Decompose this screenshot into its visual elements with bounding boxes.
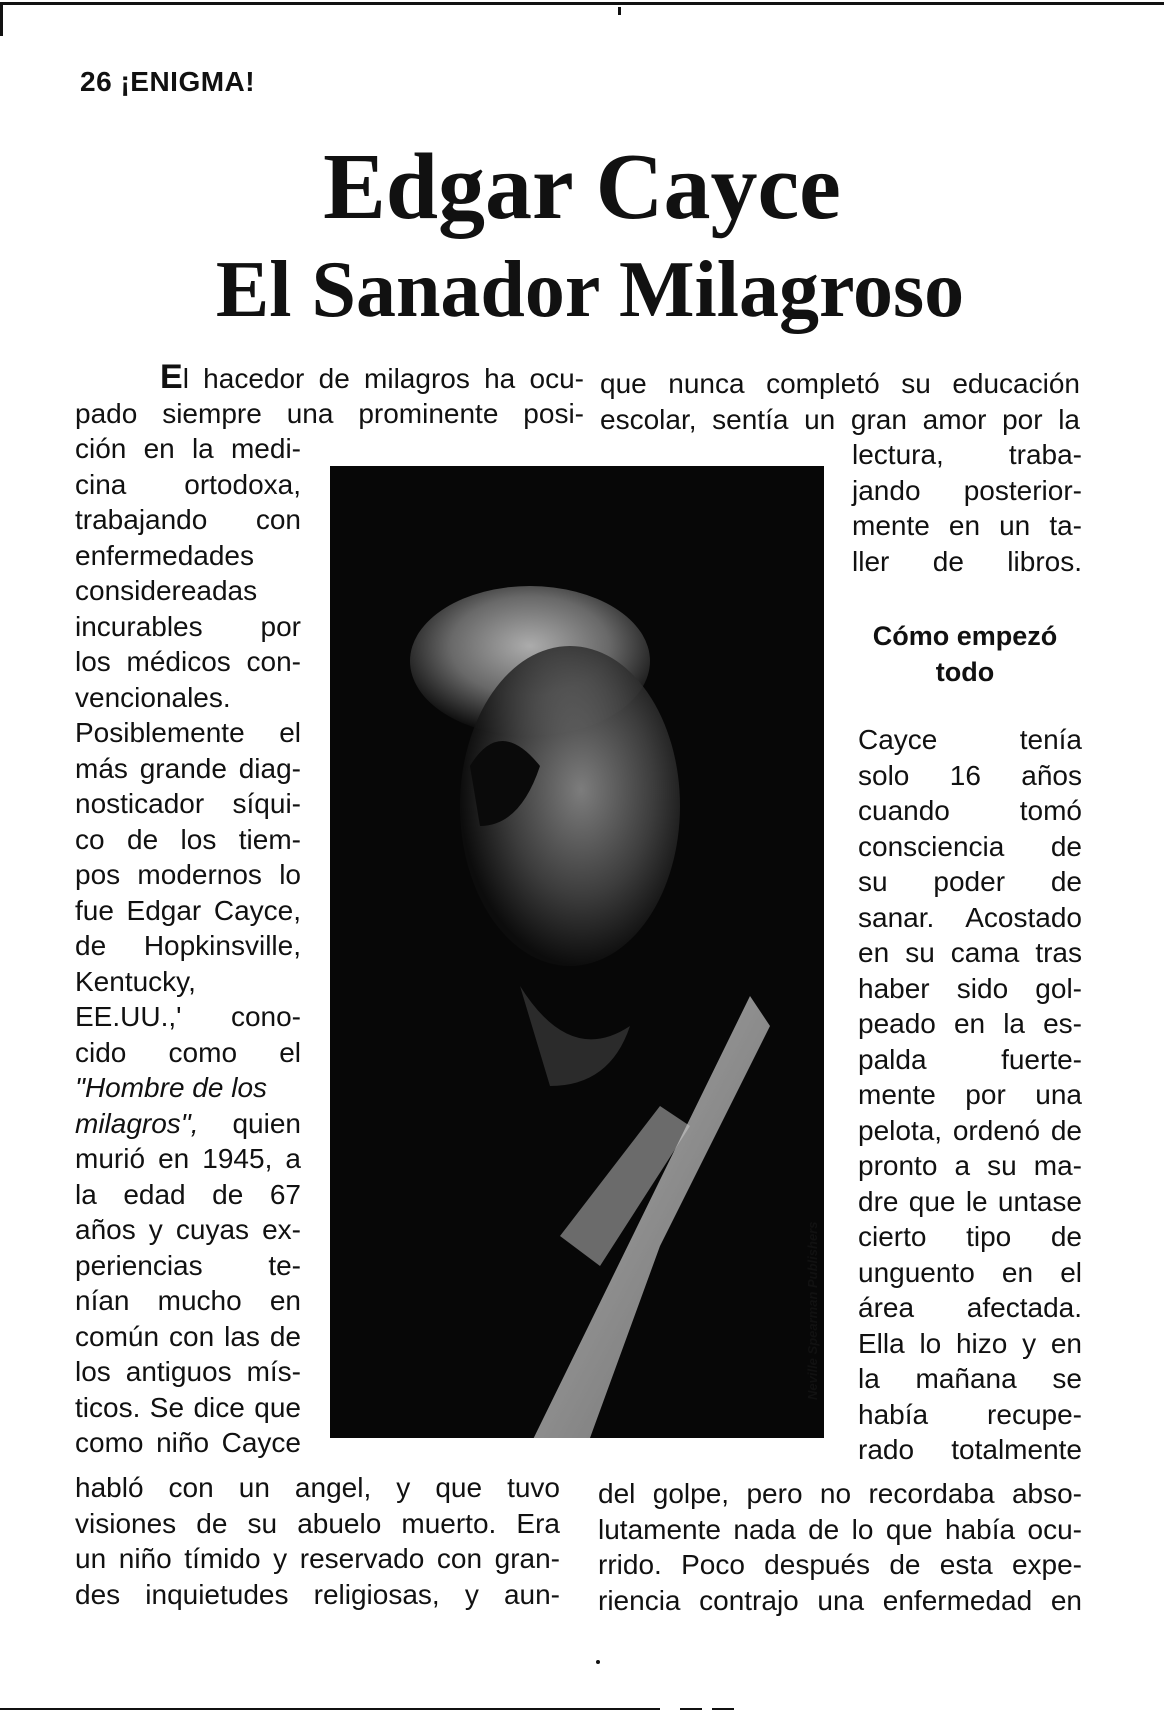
col2-narrow-line: Ella lo hizo y en — [858, 1327, 1082, 1359]
col1-line: un niño tímido y reservado con gran- — [75, 1543, 560, 1574]
col1-narrow-line: Kentucky, — [75, 965, 196, 997]
col1-narrow-line: enfermedades — [75, 539, 255, 571]
col2-line: escolar, sentía un gran amor por la — [600, 403, 1080, 435]
top-rule — [0, 2, 1164, 5]
col2-narrow-line: rado totalmente — [858, 1434, 1082, 1465]
col2-narrow-line: la mañana se — [858, 1363, 1082, 1394]
bottom-dot — [596, 1660, 600, 1664]
col1-narrow-line: nían mucho en — [75, 1285, 301, 1316]
col1-line: pado siempre una prominente posi- — [75, 397, 584, 429]
col2-line: lutamente nada de lo que había ocu- — [598, 1513, 1082, 1545]
col2-top-line: mente en un ta- — [852, 510, 1082, 541]
col2-narrow-line: solo 16 años — [858, 759, 1082, 791]
drop-cap: E — [160, 358, 183, 396]
col1-narrow-line: como niño Cayce — [75, 1427, 301, 1458]
col2-narrow-line: pronto a su ma- — [858, 1150, 1082, 1181]
col1-narrow-line: ticos. Se dice que — [75, 1391, 301, 1423]
col1-narrow-line: vencionales. — [75, 681, 231, 713]
col1-narrow-line: cina ortodoxa, — [75, 468, 301, 500]
col2-narrow-line: mente por una — [858, 1079, 1082, 1110]
section-name: ¡ENIGMA! — [120, 66, 256, 97]
col1-narrow-line: ción en la medi- — [75, 433, 301, 464]
col2-narrow-line: cuando tomó — [858, 795, 1082, 826]
plain-text: quien — [198, 1107, 301, 1139]
col1-narrow-line: EE.UU.,' cono- — [75, 1001, 301, 1032]
col1-narrow-line: los médicos con- — [75, 646, 301, 677]
col2-narrow-line: había recupe- — [858, 1398, 1082, 1430]
col2-narrow-line: en su cama tras — [858, 937, 1082, 968]
bottom-dash — [680, 1708, 702, 1710]
col1-narrow-line: nosticador síqui- — [75, 788, 301, 819]
italic-text: milagros", — [75, 1107, 199, 1139]
col2-narrow-line: peado en la es- — [858, 1008, 1082, 1039]
col2-narrow-line: sanar. Acostado — [858, 901, 1082, 933]
col1-narrow-line: periencias te- — [75, 1249, 301, 1281]
col1-narrow-line: de Hopkinsville, — [75, 930, 301, 961]
col2-top-line: lectura, traba- — [852, 439, 1082, 470]
bottom-dash — [712, 1708, 734, 1710]
col2-line: que nunca completó su educación — [600, 368, 1080, 399]
portrait-image — [330, 466, 824, 1438]
col1-narrow-line: pos modernos lo — [75, 859, 301, 890]
page-header — [80, 66, 255, 98]
col1-narrow-line: considereadas — [75, 575, 258, 606]
col1-line: des inquietudes religiosas, y aun- — [75, 1578, 560, 1610]
col2-line: del golpe, pero no recordaba abso- — [598, 1478, 1082, 1509]
col2-narrow-line: su poder de — [858, 866, 1082, 897]
col1-narrow-line: trabajando con — [75, 504, 301, 535]
col1-narrow-line: más grande diag- — [75, 752, 301, 784]
col2-narrow-line: dre que le untase — [858, 1185, 1082, 1217]
subhead-line: todo — [935, 657, 995, 687]
photo-credit: Neville Spearman Publishers — [805, 1221, 820, 1400]
col1-narrow-line: "Hombre de los — [75, 1072, 268, 1103]
article-subtitle: El Sanador Milagroso — [215, 246, 965, 334]
col2-top-line: jando posterior- — [852, 474, 1082, 506]
col1-narrow-line: Posiblemente el — [75, 717, 301, 748]
col1-narrow-line: cido como el — [75, 1036, 301, 1068]
col2-narrow-line: cierto tipo de — [858, 1221, 1082, 1252]
col1-narrow-line: años y cuyas ex- — [75, 1214, 301, 1245]
col1-narrow-line: incurables por — [75, 610, 301, 642]
col1-narrow-line: común con las de — [75, 1320, 301, 1352]
col1-line: visiones de su abuelo muerto. Era — [75, 1507, 560, 1539]
col1-narrow-line: la edad de 67 — [75, 1178, 301, 1210]
col1-narrow-line: co de los tiem- — [75, 823, 301, 855]
col1-narrow-line: fue Edgar Cayce, — [75, 894, 301, 926]
col1-line: habló con un angel, y que tuvo — [75, 1472, 560, 1503]
page-number: 26 — [80, 66, 113, 97]
left-edge-mark — [0, 2, 3, 36]
col2-narrow-line: Cayce tenía — [858, 724, 1082, 755]
col1-narrow-line: los antiguos mís- — [75, 1356, 301, 1387]
col2-narrow-line: haber sido gol- — [858, 972, 1082, 1004]
article-title: Edgar Cayce — [323, 135, 841, 239]
col2-narrow-line: palda fuerte- — [858, 1043, 1082, 1075]
top-mark — [618, 7, 621, 15]
col1-narrow-line: murió en 1945, a — [75, 1143, 301, 1174]
portrait-photo — [330, 466, 824, 1438]
col2-narrow-line: área afectada. — [858, 1292, 1082, 1323]
col2-top-line: ller de libros. — [852, 545, 1082, 577]
col2-line: riencia contrajo una enfermedad en — [598, 1584, 1082, 1616]
col1-lead-line: El hacedor de milagros ha ocu- — [160, 358, 584, 396]
bottom-rule — [0, 1708, 660, 1710]
col2-narrow-line: unguento en el — [858, 1256, 1082, 1288]
col2-line: rrido. Poco después de esta expe- — [598, 1549, 1082, 1580]
col2-narrow-line: consciencia de — [858, 830, 1082, 862]
subhead-line: Cómo empezó — [872, 621, 1058, 651]
col1-narrow-line — [75, 1106, 301, 1142]
col2-narrow-line: pelota, ordenó de — [858, 1114, 1082, 1146]
